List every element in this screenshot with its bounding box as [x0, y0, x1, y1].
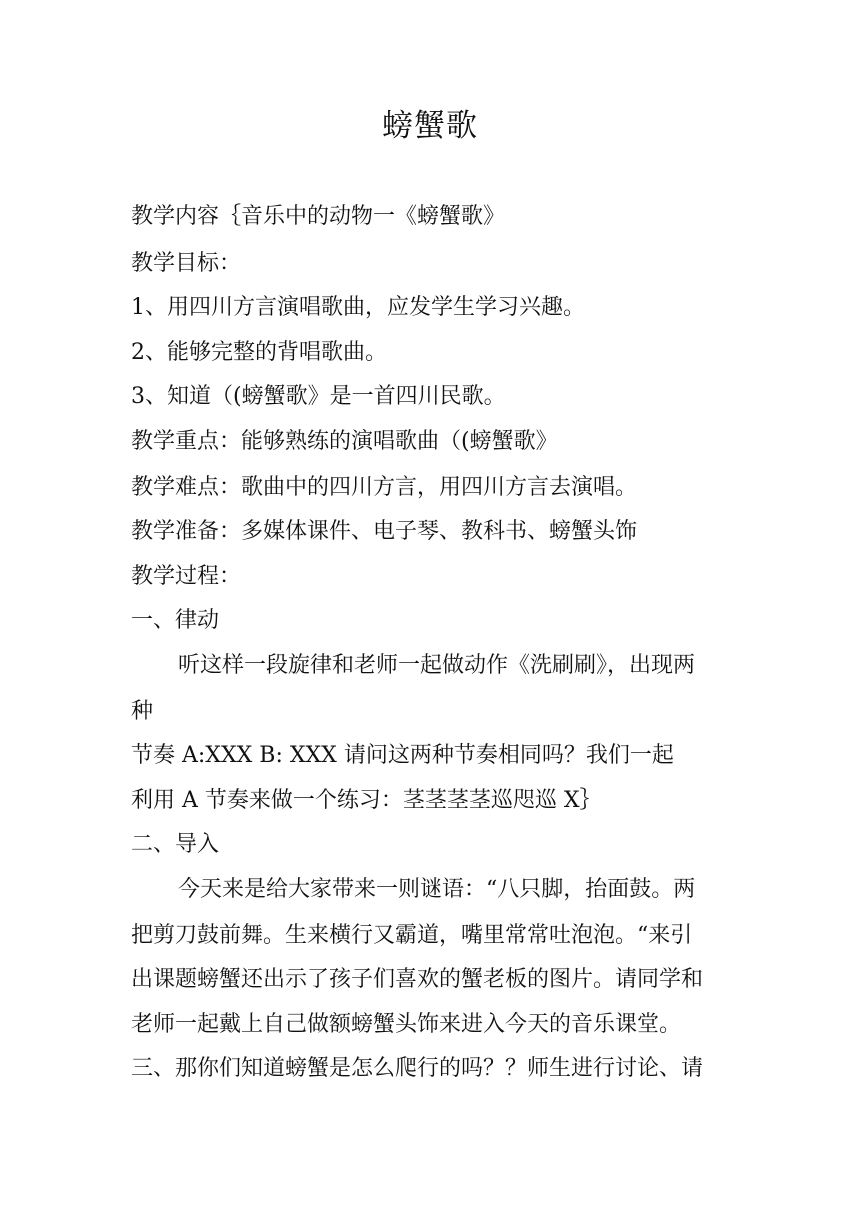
- section-heading-introduction: 二、导入: [131, 832, 220, 857]
- paragraph-line: 把剪刀鼓前舞。生来横行又霸道，嘴里常常吐泡泡。“来引: [131, 923, 693, 948]
- paragraph-line: 今天来是给大家带来一则谜语：“八只脚，抬面鼓。两: [178, 877, 696, 902]
- paragraph-line: 出课题螃蟹还出示了孩子们喜欢的蟹老板的图片。请同学和: [131, 967, 704, 992]
- paragraph-line: 种: [131, 699, 154, 724]
- text-line-teaching-goals: 教学目标：: [131, 251, 242, 276]
- text-line-difficulties: 教学难点：歌曲中的四川方言，用四川方言去演唱。: [131, 475, 638, 500]
- text-line-key-points: 教学重点：能够熟练的演唱歌曲（(螃蟹歌》: [131, 429, 558, 454]
- paragraph-line: 利用 A 节奏来做一个练习：茎茎茎茎巡咫巡 X｝: [131, 788, 602, 813]
- text-line-goal-1: 1、用四川方言演唱歌曲，应发学生学习兴趣。: [131, 295, 585, 320]
- paragraph-line: 老师一起戴上自己做额螃蟹头饰来进入今天的音乐课堂。: [131, 1012, 682, 1037]
- text-line-process: 教学过程：: [131, 564, 242, 589]
- text-line-preparation: 教学准备：多媒体课件、电子琴、教科书、螃蟹头饰: [131, 519, 638, 544]
- section-heading-crawling: 三、那你们知道螃蟹是怎么爬行的吗？？师生进行讨论、请: [131, 1056, 704, 1081]
- text-line-goal-3: 3、知道（(螃蟹歌》是一首四川民歌。: [131, 384, 506, 409]
- paragraph-line: 听这样一段旋律和老师一起做动作《洗刷刷》，出现两: [178, 653, 696, 678]
- document-title: 螃蟹歌: [382, 108, 478, 144]
- text-line-teaching-content: 教学内容｛音乐中的动物一《螃蟹歌》: [131, 204, 506, 229]
- section-heading-rhythm: 一、律动: [131, 608, 220, 633]
- text-line-goal-2: 2、能够完整的背唱歌曲。: [131, 340, 387, 365]
- paragraph-line: 节奏 A:XXX B: XXX 请问这两种节奏相同吗？我们一起: [131, 743, 674, 768]
